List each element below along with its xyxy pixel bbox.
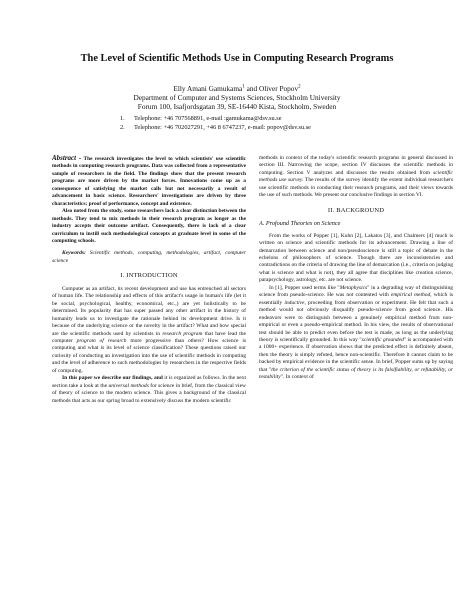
keywords-label: Keywords:: [62, 250, 86, 257]
intro-continuation: methods in context of the today's scientific research programs in general discussed in section III. Narrowing the scope, section IV discusses the scientific methods in computing. Section V analyzes and discusses the results obtained from scientific methods use survey. The results of the survey identify the extent individual researchers use scientific methods in conducting their research programs, and their views towards the use of such methods. We present our conclusive findings in section VI.: [259, 155, 453, 199]
affiliation: Department of Computer and Systems Sciences, Stockholm University: [133, 93, 341, 102]
subsection-heading: A. Profound Theories on Science: [259, 220, 341, 228]
author-1: Elly Amani Gamukama: [173, 84, 243, 93]
contact-item: 1. Telephone: +46 707568891, e-mail :gamukama@dsv.su.se: [120, 115, 282, 122]
right-column: [259, 155, 453, 605]
contact-item: 2. Telephone: +46 702027291, +46 8 6747237, e-mail: popov@dsv.su.se: [120, 124, 311, 131]
intro-paragraph-1: Computer as an artifact, its recent development and use has entrenched all sectors of human life. The relationship and effects of this artifact's usage in human's life (let it be social, psychological, healthy, economical, etc.,) are yet holistically to be determined. Its popularity that has super passed any other artifact in the history of humanity leads us to investigate the rationale behind its development drive. Is it because of the underlying science or the novelty in the artifact? What and how special are the scientific methods used by scientists in research program that have lead the computer program of research more progressive than others? How science is computing and what is its level of science classification? These questions raised our curiosity of conducting an investigation into the use of scientific methods in computing and the level of adherence to such methodologies by researchers in the respective fields of computing.: [52, 285, 246, 374]
section-heading-introduction: I. INTRODUCTION: [120, 272, 178, 280]
left-column: [52, 155, 246, 605]
keywords: Keywords: Scientific methods, computing, methodologies, artifact, computer science: [52, 250, 246, 264]
author-2-mark: 2: [298, 84, 301, 90]
abstract-heading: Abstract -: [52, 155, 82, 162]
address: Forum 100, Isafjordsgatan 39, SE-16440 Kista, Stockholm, Sweden: [137, 102, 337, 111]
background-paragraph-1: From the works of Popper [1], Kuhn [2], Lakatos [3], and Chalmers [4] much is written on science and scientific methods for its advancement. Drawing a line of demarcation between science and non/pseudoscience is still a topic of debate in the echelons of philosophers of science. Though there are inconsistencies and contradictions on the criteria of drawing the line of demarcation (i.e., criteria on judging what is science and what is not), they all agree that disciplines like creation science, parapsychology, astrology, etc. are not science.: [259, 232, 453, 284]
author-2: and Oliver Popov: [244, 84, 299, 93]
author-1-mark: 1: [242, 84, 245, 90]
abstract: Abstract - The research investigates the level to which scientists' use scientific methods in computing research programs. Data was collected from a representative sample of researchers in the field. The findings show that the present research programs are more driven by the market forces. Innovations come up as a consequence of satisfying the market calls but not necessarily a result of advancement in basic science. Researchers' investigations are driven by three characteristics; proof of performance, concept and existence.: [52, 155, 246, 207]
intro-paragraph-2: In this paper we describe our findings, and it is organized as follows. In the next section take a look at the universal methods for science in brief, from the classical view of theory of science to the modern science. This gives a background of the classical methods that acts as our spring broad to extensively discuss the modern scientific: [52, 375, 246, 404]
contact-list: [120, 114, 420, 132]
abstract-paragraph-2: Also noted from the study, some researchers lack a clear distinction between the methods. They tend to mix methods in their research program as longer as the industry accepts their outcome artifact. Consequently, there is lack of a clear curriculum to instill such methodological concepts at graduate level in some of the computing schools.: [52, 208, 246, 244]
author-block: [0, 84, 474, 111]
section-heading-background: II. BACKGROUND: [327, 206, 385, 214]
paper-title: The Level of Scientific Methods Use in Computing Research Programs: [80, 53, 394, 64]
background-paragraph-2: In [1], Popper used terms like "Metaphysics" in a degrading way of distinguishing science from pseudo-science. He was not contented with empirical method, which is essentially inductive, proceeding from observation or experiment. He felt that such a method would not obviously disqualify pseudo-science from good science. His endeavors were to distinguish between a genuinely empirical method from non-empirical or even a pseudo-empirical method. In his view, the results of observational test should be able to predict even before the test is made, as long as the underlying theory is scientifically grounded. In this way "scientific grounded" is accompanied with a 1000+ experience. If observation shows that the predicted effect is definitely absent, then the theory is simply refuted, hence non-scientific. Therefore it cannot claim to be backed by empirical evidence in the scientific sense. In brief, Popper sums up by saying that "the criterion of the scientific status of theory is its falsifiability, or refutability, or testability". In context of: [259, 284, 453, 381]
author-names: [0, 84, 474, 93]
